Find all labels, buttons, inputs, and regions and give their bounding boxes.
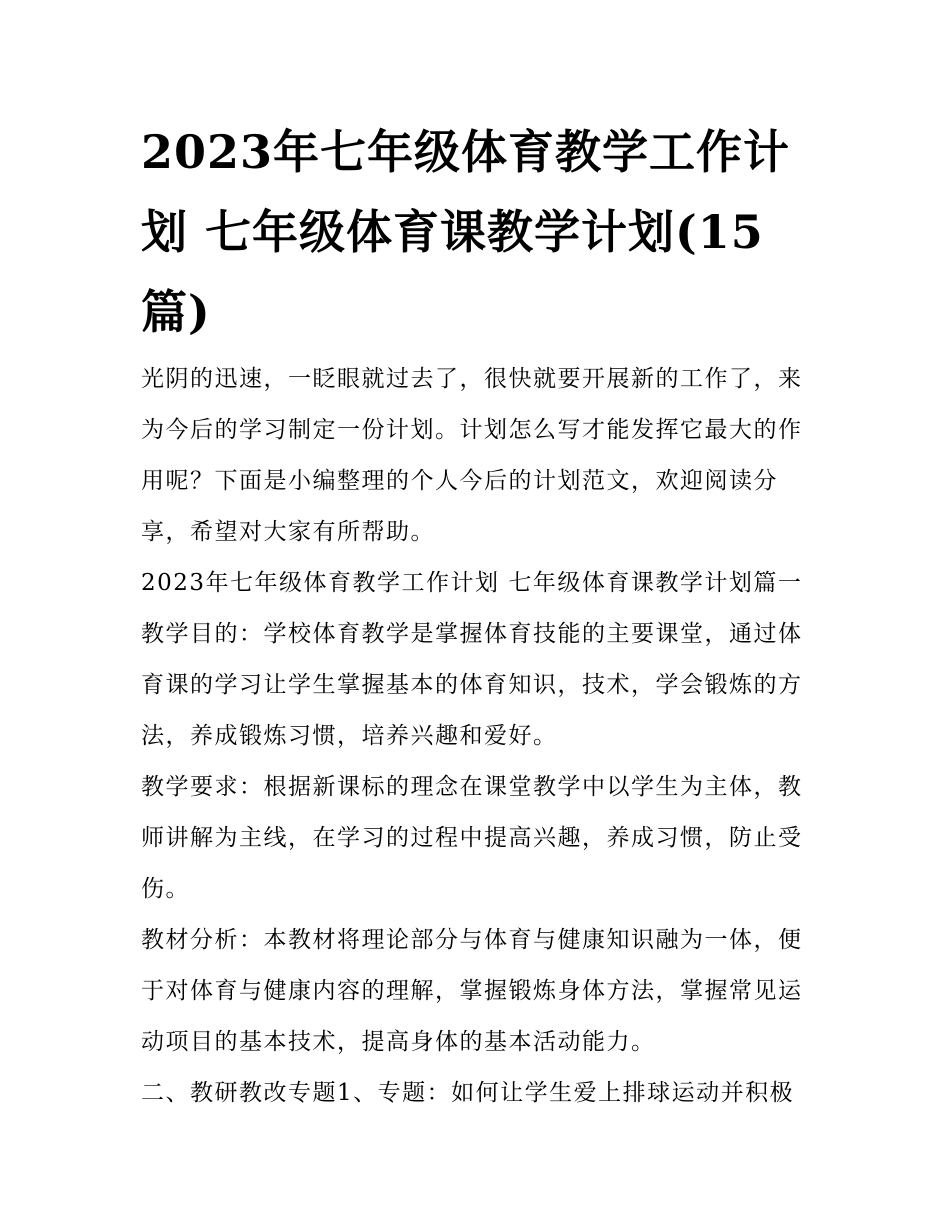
teaching-goal-paragraph: 教学目的：学校体育教学是掌握体育技能的主要课堂，通过体育课的学习让学生掌握基本的体育知识，技术，学会锻炼的方法，养成锻炼习惯，培养兴趣和爱好。 <box>141 621 803 749</box>
document-body <box>141 354 821 1119</box>
teaching-requirement-paragraph: 教学要求：根据新课标的理念在课堂教学中以学生为主体，教师讲解为主线，在学习的过程中提高兴趣，养成习惯，防止受伤。 <box>141 774 803 902</box>
section-heading: 2023年七年级体育教学工作计划 七年级体育课教学计划篇一 <box>141 570 803 596</box>
intro-paragraph: 光阴的迅速，一眨眼就过去了，很快就要开展新的工作了，来为今后的学习制定一份计划。计划怎么写才能发挥它最大的作用呢？下面是小编整理的个人今后的计划范文，欢迎阅读分享，希望对大家有所帮助。 <box>141 366 803 545</box>
research-topic-paragraph: 二、教研教改专题1、专题：如何让学生爱上排球运动并积极 <box>141 1080 795 1106</box>
material-analysis-paragraph: 教材分析：本教材将理论部分与体育与健康知识融为一体，便于对体育与健康内容的理解，掌握锻炼身体方法，掌握常见运动项目的基本技术，提高身体的基本活动能力。 <box>141 927 803 1055</box>
document-title: 2023年七年级体育教学工作计划 七年级体育课教学计划(15篇) <box>141 125 791 339</box>
